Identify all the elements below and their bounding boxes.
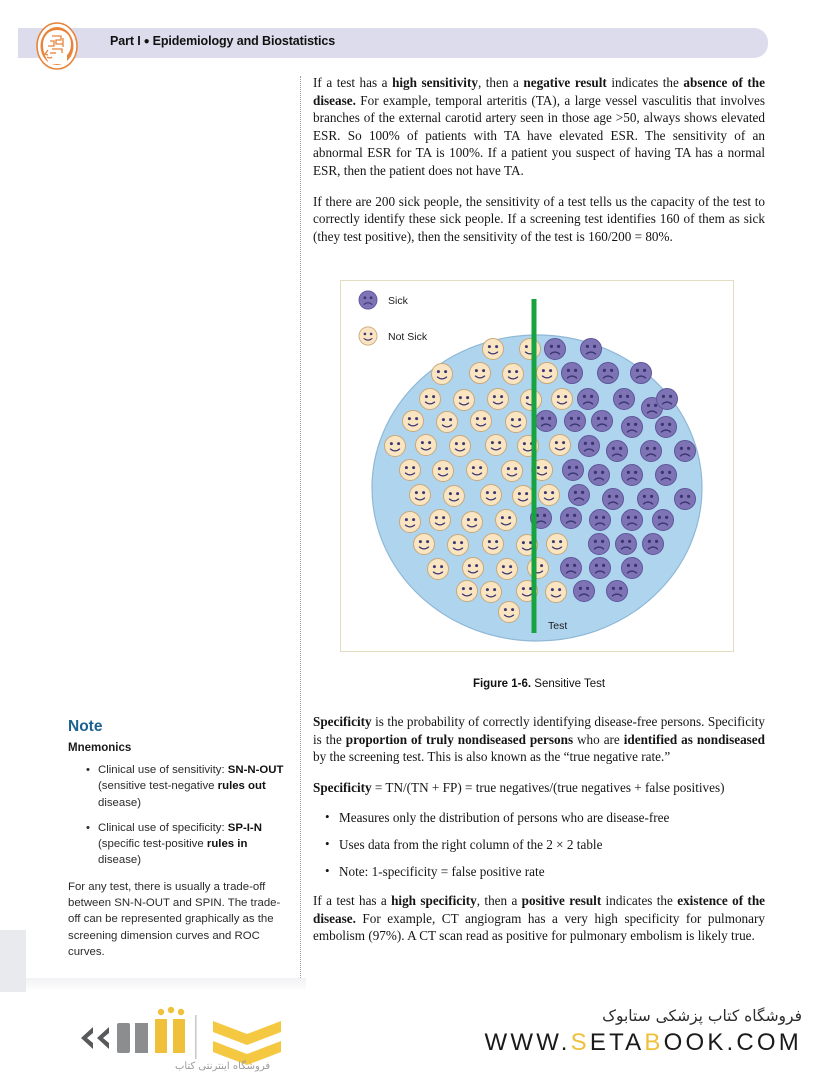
figure-caption: [313, 678, 765, 690]
url-letter-b: B: [644, 1029, 664, 1056]
test-line-label: Test: [548, 620, 568, 632]
list-item: • Measures only the distribution of persons who are disease-free: [339, 809, 765, 827]
url-letter-s: S: [570, 1029, 590, 1056]
note-sidebar: [68, 718, 286, 960]
header-part-label: Part I: [110, 34, 141, 48]
paragraph-specificity-intro: Specificity is the probability of correctly identifying disease-free persons. Specificity is the proportion of truly nondiseased persons who are identified as nondiseased by the screening test. This is also known as the “true negative rate.”: [313, 714, 765, 765]
header-section-title: Epidemiology and Biostatistics: [152, 34, 336, 48]
scan-shadow-left: [0, 930, 26, 992]
note-heading: Note: [68, 718, 103, 735]
breadcrumb: [110, 34, 335, 48]
legend-swatch-sick: [359, 291, 377, 309]
legend-swatch-not-sick: [359, 327, 377, 345]
legend-label-not-sick: Not Sick: [388, 331, 428, 343]
figure-number: Figure 1-6.: [472, 678, 532, 690]
main-text-column-lower: [313, 713, 765, 958]
figure-sensitive-test: [340, 280, 734, 652]
note-tail-text: For any test, there is usually a trade-off between SN-N-OUT and SPIN. The trade-off can be represented graphically as the screening dimension curves and ROC curves.: [68, 880, 281, 958]
column-divider: [300, 76, 301, 992]
url-part-www: WWW.: [484, 1029, 571, 1056]
note-subheading: Mnemonics: [68, 742, 132, 754]
list-item: • Clinical use of sensitivity: SN-N-OUT (sensitive test-negative rules out disease): [98, 762, 286, 811]
figure-title: Sensitive Test: [534, 678, 606, 690]
header-separator-dot: ●: [143, 36, 150, 48]
list-item: • Clinical use of specificity: SP-I-N (specific test-positive rules in disease): [98, 820, 286, 869]
url-part-eta: ETA: [589, 1029, 645, 1056]
legend-label-sick: Sick: [388, 295, 408, 307]
url-part-ookcom: OOK.COM: [663, 1029, 802, 1056]
paragraph-specificity-formula: Specificity = TN/(TN + FP) = true negatives/(true negatives + false positives): [313, 779, 725, 795]
setabook-logo: [75, 1005, 325, 1075]
footer-persian-text: فروشگاه کتاب پزشکی ستابوک: [602, 1007, 802, 1025]
main-text-column: [313, 74, 765, 258]
list-item: • Note: 1-specificity = false positive rate: [339, 863, 765, 881]
paragraph-sensitivity-intro: If a test has a high sensitivity, then a negative result indicates the absence of the disease. For example, temporal arteritis (TA), a large vessel vasculitis that involves branches of the external carotid artery seen in those age >50, always shows elevated ESR. So 100% of patients with TA have elevated ESR. The sensitivity of an abnormal ESR for TA is 100%. If a patient you suspect of having TA has a normal ESR, then the patient does not have TA.: [313, 75, 765, 178]
brain-head-icon: [36, 22, 78, 70]
figure-graphic: [341, 281, 732, 650]
paragraph-sensitivity-example: If there are 200 sick people, the sensitivity of a test tells us the capacity of the test to correctly identify these sick people. If a screening test identifies 160 of them as sick (they test positive), then the sensitivity of the test is 160/200 = 80%.: [313, 193, 765, 244]
list-item: • Uses data from the right column of the 2 × 2 table: [339, 836, 765, 854]
footer-branding: [485, 1007, 802, 1057]
figure-legend: [359, 291, 428, 345]
logo-persian-subtitle: فروشگاه اینترنتی کتاب: [175, 1061, 271, 1072]
footer-url[interactable]: [485, 1029, 802, 1057]
specificity-bullet-list: [313, 809, 765, 880]
scan-shadow: [26, 978, 306, 992]
note-bullet-list: [68, 762, 286, 869]
footer-watermark: [0, 997, 830, 1080]
paragraph-high-specificity: If a test has a high specificity, then a positive result indicates the existence of the disease. For example, CT angiogram has a very high specificity for pulmonary embolism (97%). A CT scan read as positive for pulmonary embolism is likely true.: [313, 893, 766, 944]
